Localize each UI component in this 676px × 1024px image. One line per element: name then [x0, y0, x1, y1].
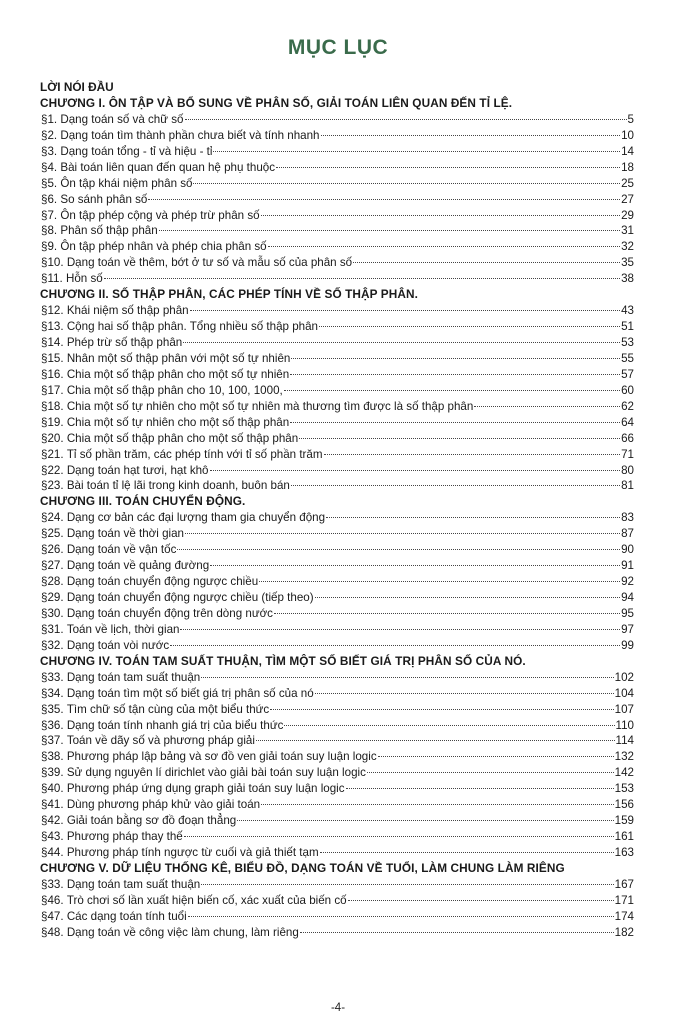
section-number: §8.	[41, 224, 58, 238]
section-title: Khái niệm số thập phân	[66, 304, 189, 318]
section-number: §23.	[41, 479, 64, 493]
dot-leader	[284, 389, 620, 391]
toc-entry	[40, 383, 634, 399]
page-ref: 171	[614, 893, 634, 907]
page-ref: 53	[621, 336, 634, 349]
section-title: Dạng toán tìm một số biết giá trị phân số của nó	[66, 686, 314, 700]
section-title: Phép trừ số thập phân	[66, 336, 183, 349]
section-title: Dạng toán về thêm, bớt ở tư số và mẫu số của phân số	[66, 256, 353, 270]
page-ref: 159	[614, 814, 634, 828]
section-number: §33.	[41, 877, 64, 891]
section-number: §41.	[41, 798, 64, 812]
toc-entry	[40, 702, 634, 718]
section-number: §33.	[41, 670, 64, 684]
page-ref: 99	[621, 638, 634, 652]
section-number: §42.	[41, 814, 64, 828]
page-ref: 91	[621, 559, 634, 573]
page-ref: 94	[621, 591, 634, 604]
page-ref: 55	[621, 351, 634, 365]
section-title: Tỉ số phần trăm, các phép tính với tỉ số phần trăm	[66, 447, 323, 461]
toc-entry	[40, 622, 634, 638]
toc-entry	[40, 351, 634, 367]
page-ref: 57	[621, 367, 634, 381]
page-ref: 66	[621, 431, 634, 445]
page-ref: 95	[621, 606, 634, 620]
toc-entry	[40, 686, 634, 702]
preface-title: LỜI NÓI ĐẦU	[40, 80, 114, 94]
section-number: §27.	[41, 559, 64, 573]
page-ref: 29	[621, 208, 634, 222]
section-title: Phương pháp tính ngược từ cuối và giả thiết tạm	[66, 846, 319, 859]
toc-entry	[40, 399, 634, 415]
page-ref: 104	[614, 686, 634, 700]
page-ref: 114	[615, 734, 634, 748]
section-number: §1.	[41, 112, 58, 126]
dot-leader	[261, 803, 614, 805]
page-ref: 142	[614, 766, 634, 780]
section-number: §46.	[41, 893, 64, 907]
section-title: Dạng toán về vận tốc	[66, 543, 177, 557]
dot-leader	[159, 229, 620, 231]
dot-leader	[188, 915, 614, 917]
page-ref: 174	[614, 909, 634, 923]
section-title: Phương pháp lập bảng và sơ đồ ven giải toán suy luận logic	[66, 750, 377, 764]
section-title: Giải toán bằng sơ đồ đoạn thẳng	[66, 814, 237, 828]
toc-entry	[40, 192, 634, 208]
dot-leader	[353, 261, 620, 263]
toc-entry	[40, 335, 634, 351]
section-number: §39.	[41, 766, 64, 780]
toc-entry	[40, 144, 634, 160]
section-title: Chia một số thập phân cho một số thập phân	[66, 431, 299, 445]
section-title: Dạng toán tính nhanh giá trị của biểu thức	[66, 718, 284, 732]
dot-leader	[290, 421, 620, 423]
page-ref: 51	[621, 320, 634, 334]
page-ref: 10	[621, 128, 634, 142]
toc-entry	[40, 558, 634, 574]
section-number: §48.	[41, 925, 64, 939]
page-ref: 182	[614, 925, 634, 939]
dot-leader	[291, 357, 620, 359]
page-ref: 60	[621, 383, 634, 397]
dot-leader	[276, 166, 620, 168]
section-number: §7.	[41, 208, 58, 222]
section-number: §29.	[41, 591, 64, 604]
dot-leader	[261, 214, 621, 216]
section-title: Dạng toán về thời gian	[66, 527, 184, 541]
section-title: Dạng toán tổng - tỉ và hiệu - tỉ	[60, 144, 213, 158]
section-title: Toán về lịch, thời gian	[66, 622, 180, 636]
chapter-title: CHƯƠNG II. SỐ THẬP PHÂN, CÁC PHÉP TÍNH VỀ SỐ THẬP PHÂN.	[40, 287, 418, 302]
section-number: §31.	[41, 622, 64, 636]
dot-leader	[315, 692, 614, 694]
toc-entry	[40, 239, 634, 255]
toc-entry	[40, 160, 634, 176]
page-ref: 83	[621, 511, 634, 525]
chapter-title: CHƯƠNG III. TOÁN CHUYỂN ĐỘNG.	[40, 494, 246, 509]
toc-entry	[40, 271, 634, 287]
section-title: Bài toán tỉ lệ lãi trong kinh doanh, buôn bán	[66, 479, 290, 493]
toc-entry	[40, 415, 634, 431]
dot-leader	[185, 118, 627, 120]
page-ref: 163	[614, 846, 634, 859]
chapter-heading	[40, 287, 634, 303]
section-title: Ôn tập phép nhân và phép chia phân số	[60, 240, 267, 254]
toc-entry	[40, 606, 634, 622]
section-number: §18.	[41, 399, 64, 413]
toc-entry	[40, 574, 634, 590]
section-number: §6.	[41, 192, 58, 206]
section-title: Dạng toán chuyển động trên dòng nước	[66, 606, 273, 620]
section-number: §30.	[41, 606, 64, 620]
page-ref: 25	[621, 176, 634, 190]
section-title: Trò chơi số lần xuất hiện biến cố, xác xuất của biến cố	[66, 893, 347, 907]
section-title: Dùng phương pháp khử vào giải toán	[66, 798, 261, 812]
page-ref: 153	[614, 782, 634, 796]
toc-entry	[40, 718, 634, 734]
dot-leader	[299, 437, 620, 439]
dot-leader	[290, 373, 620, 375]
chapter-title: CHƯƠNG V. DỮ LIỆU THỐNG KÊ, BIỂU ĐỒ, DẠNG TOÁN VỀ TUỔI, LÀM CHUNG LÀM RIÊNG	[40, 860, 565, 875]
section-number: §13.	[41, 320, 64, 334]
dot-leader	[324, 453, 621, 455]
section-number: §22.	[41, 463, 64, 477]
dot-leader	[300, 931, 614, 933]
section-title: Dạng toán vòi nước	[66, 638, 170, 652]
dot-leader	[104, 277, 620, 279]
dot-leader	[378, 755, 614, 757]
section-title: Các dạng toán tính tuổi	[66, 909, 187, 923]
page-ref: 5	[627, 112, 634, 126]
section-title: Ôn tập phép cộng và phép trừ phân số	[60, 208, 260, 222]
section-number: §2.	[41, 128, 58, 142]
toc-entry	[40, 893, 634, 909]
toc-entry	[40, 112, 634, 128]
toc-entry	[40, 319, 634, 335]
dot-leader	[190, 309, 620, 311]
section-title: Phương pháp ứng dụng graph giải toán suy luận logic	[66, 782, 345, 796]
section-title: Phương pháp thay thế	[66, 830, 183, 844]
section-number: §37.	[41, 734, 64, 748]
dot-leader	[321, 134, 621, 136]
toc-entry	[40, 223, 634, 239]
section-title: So sánh phân số	[60, 192, 148, 206]
toc-entry	[40, 255, 634, 271]
toc-entry	[40, 176, 634, 192]
dot-leader	[326, 516, 620, 518]
dot-leader	[270, 708, 613, 710]
section-number: §3.	[41, 144, 58, 158]
section-title: Dạng toán về công việc làm chung, làm riêng	[66, 925, 299, 939]
page-ref: 14	[621, 144, 634, 158]
section-title: Dạng toán chuyển động ngược chiều (tiếp theo)	[66, 591, 314, 604]
toc-entry	[40, 909, 634, 925]
toc-entry	[40, 526, 634, 542]
page-ref: 62	[621, 399, 634, 413]
section-title: Nhân một số thập phân với một số tự nhiên	[66, 351, 291, 365]
section-title: Dạng toán hạt tươi, hạt khô	[66, 463, 209, 477]
dot-leader	[474, 405, 620, 407]
page-ref: 27	[621, 192, 634, 206]
section-title: Cộng hai số thập phân. Tổng nhiều số thập phân	[66, 320, 318, 334]
dot-leader	[320, 851, 614, 853]
section-number: §34.	[41, 686, 64, 700]
section-number: §47.	[41, 909, 64, 923]
toc-entry	[40, 765, 634, 781]
toc-entry	[40, 813, 634, 829]
section-number: §28.	[41, 575, 64, 589]
dot-leader	[367, 771, 614, 773]
chapter-heading	[40, 96, 634, 112]
section-number: §12.	[41, 304, 64, 318]
page-ref: 18	[621, 160, 634, 174]
toc-entry	[40, 431, 634, 447]
page-ref: 97	[621, 622, 634, 636]
page-ref: 43	[621, 304, 634, 318]
section-title: Dạng toán về quảng đường	[66, 559, 210, 573]
section-number: §21.	[41, 447, 64, 461]
section-title: Sử dụng nguyên lí dirichlet vào giải bài toán suy luận logic	[66, 766, 366, 780]
section-number: §38.	[41, 750, 64, 764]
dot-leader	[259, 580, 620, 582]
toc-entry	[40, 781, 634, 797]
toc-entry	[40, 463, 634, 479]
section-number: §24.	[41, 511, 64, 525]
dot-leader	[201, 676, 613, 678]
section-number: §5.	[41, 176, 58, 190]
dot-leader	[315, 596, 621, 598]
dot-leader	[274, 612, 620, 614]
dot-leader	[237, 819, 613, 821]
page-ref: 80	[621, 463, 634, 477]
page-ref: 132	[614, 750, 634, 764]
section-title: Chia một số tự nhiên cho một số tự nhiên mà thương tìm được là số thập phân	[66, 399, 474, 413]
page-ref: 32	[621, 240, 634, 254]
toc-entry	[40, 925, 634, 941]
toc-entry	[40, 542, 634, 558]
dot-leader	[210, 564, 620, 566]
toc-entry	[40, 877, 634, 893]
page-ref: 90	[621, 543, 634, 557]
toc-entry	[40, 733, 634, 749]
toc-entry	[40, 478, 634, 494]
chapter-title: CHƯƠNG I. ÔN TẬP VÀ BỔ SUNG VỀ PHÂN SỐ, GIẢI TOÁN LIÊN QUAN ĐẾN TỈ LỆ.	[40, 95, 513, 110]
section-title: Dạng toán số và chữ số	[60, 112, 184, 126]
dot-leader	[256, 739, 615, 741]
page-ref: 87	[621, 527, 634, 541]
dot-leader	[193, 182, 620, 184]
page-ref: 81	[621, 479, 634, 493]
preface-heading	[40, 80, 634, 96]
section-title: Chia một số thập phân cho 10, 100, 1000,	[66, 383, 283, 397]
section-title: Phân số thập phân	[60, 224, 158, 238]
page-ref: 35	[621, 256, 634, 270]
toc-entry	[40, 845, 634, 861]
section-title: Dạng toán chuyển động ngược chiều	[66, 575, 259, 589]
section-number: §20.	[41, 431, 64, 445]
dot-leader	[348, 899, 614, 901]
dot-leader	[346, 787, 614, 789]
section-title: Chia một số thập phân cho một số tự nhiên	[66, 367, 290, 381]
page-ref: 38	[621, 272, 634, 286]
section-number: §40.	[41, 782, 64, 796]
section-number: §17.	[41, 383, 64, 397]
section-title: Toán về dãy số và phương pháp giải	[66, 734, 255, 748]
section-title: Dạng toán tam suất thuận	[66, 670, 201, 684]
section-number: §14.	[41, 336, 64, 349]
section-number: §43.	[41, 830, 64, 844]
toc-entry	[40, 208, 634, 224]
section-title: Hỗn số	[65, 272, 103, 286]
section-number: §15.	[41, 351, 64, 365]
section-title: Tìm chữ số tận cùng của một biểu thức	[66, 702, 270, 716]
page-ref: 107	[614, 702, 634, 716]
table-of-contents	[40, 80, 634, 941]
chapter-heading	[40, 494, 634, 510]
dot-leader	[183, 341, 620, 343]
toc-entry	[40, 638, 634, 654]
toc-entry	[40, 128, 634, 144]
toc-entry	[40, 590, 634, 606]
dot-leader	[319, 325, 620, 327]
section-number: §25.	[41, 527, 64, 541]
toc-entry	[40, 749, 634, 765]
section-number: §26.	[41, 543, 64, 557]
page-ref: 161	[614, 830, 634, 844]
page-title: MỤC LỤC	[287, 36, 389, 59]
section-title: Ôn tập khái niệm phân số	[60, 176, 193, 190]
page-ref: 167	[614, 877, 634, 891]
page-ref: 71	[621, 447, 634, 461]
page-number: -4-	[330, 1002, 346, 1014]
section-number: §19.	[41, 415, 64, 429]
dot-leader	[184, 835, 614, 837]
section-number: §36.	[41, 718, 64, 732]
section-title: Dạng cơ bản các đại lượng tham gia chuyển động	[66, 511, 326, 525]
page-ref: 64	[621, 415, 634, 429]
dot-leader	[170, 644, 620, 646]
toc-entry	[40, 510, 634, 526]
section-number: §4.	[41, 160, 58, 174]
section-title: Chia một số tự nhiên cho một số thập phân	[66, 415, 290, 429]
section-title: Dạng toán tam suất thuận	[66, 877, 201, 891]
section-title: Dạng toán tìm thành phần chưa biết và tính nhanh	[60, 128, 320, 142]
dot-leader	[213, 150, 620, 152]
chapter-heading	[40, 861, 634, 877]
dot-leader	[284, 724, 614, 726]
toc-entry	[40, 670, 634, 686]
section-number: §9.	[41, 240, 58, 254]
toc-entry	[40, 303, 634, 319]
section-number: §10.	[41, 256, 64, 270]
page-ref: 110	[615, 718, 634, 732]
section-title: Bài toán liên quan đến quan hệ phụ thuộc	[60, 160, 276, 174]
section-number: §44.	[41, 846, 64, 859]
dot-leader	[180, 628, 620, 630]
section-number: §11.	[41, 272, 63, 286]
page-ref: 102	[614, 670, 634, 684]
page-ref: 92	[621, 575, 634, 589]
dot-leader	[291, 484, 620, 486]
dot-leader	[268, 245, 620, 247]
dot-leader	[185, 532, 620, 534]
toc-entry	[40, 367, 634, 383]
page-ref: 156	[614, 798, 634, 812]
dot-leader	[210, 469, 621, 471]
dot-leader	[148, 198, 620, 200]
section-number: §16.	[41, 367, 64, 381]
chapter-heading	[40, 654, 634, 670]
dot-leader	[177, 548, 620, 550]
section-number: §35.	[41, 702, 64, 716]
chapter-title: CHƯƠNG IV. TOÁN TAM SUẤT THUẬN, TÌM MỘT SỐ BIẾT GIÁ TRỊ PHÂN SỐ CỦA NÓ.	[40, 653, 526, 668]
toc-entry	[40, 797, 634, 813]
section-number: §32.	[41, 638, 64, 652]
dot-leader	[201, 883, 613, 885]
page-ref: 31	[621, 224, 634, 238]
toc-entry	[40, 829, 634, 845]
toc-entry	[40, 447, 634, 463]
